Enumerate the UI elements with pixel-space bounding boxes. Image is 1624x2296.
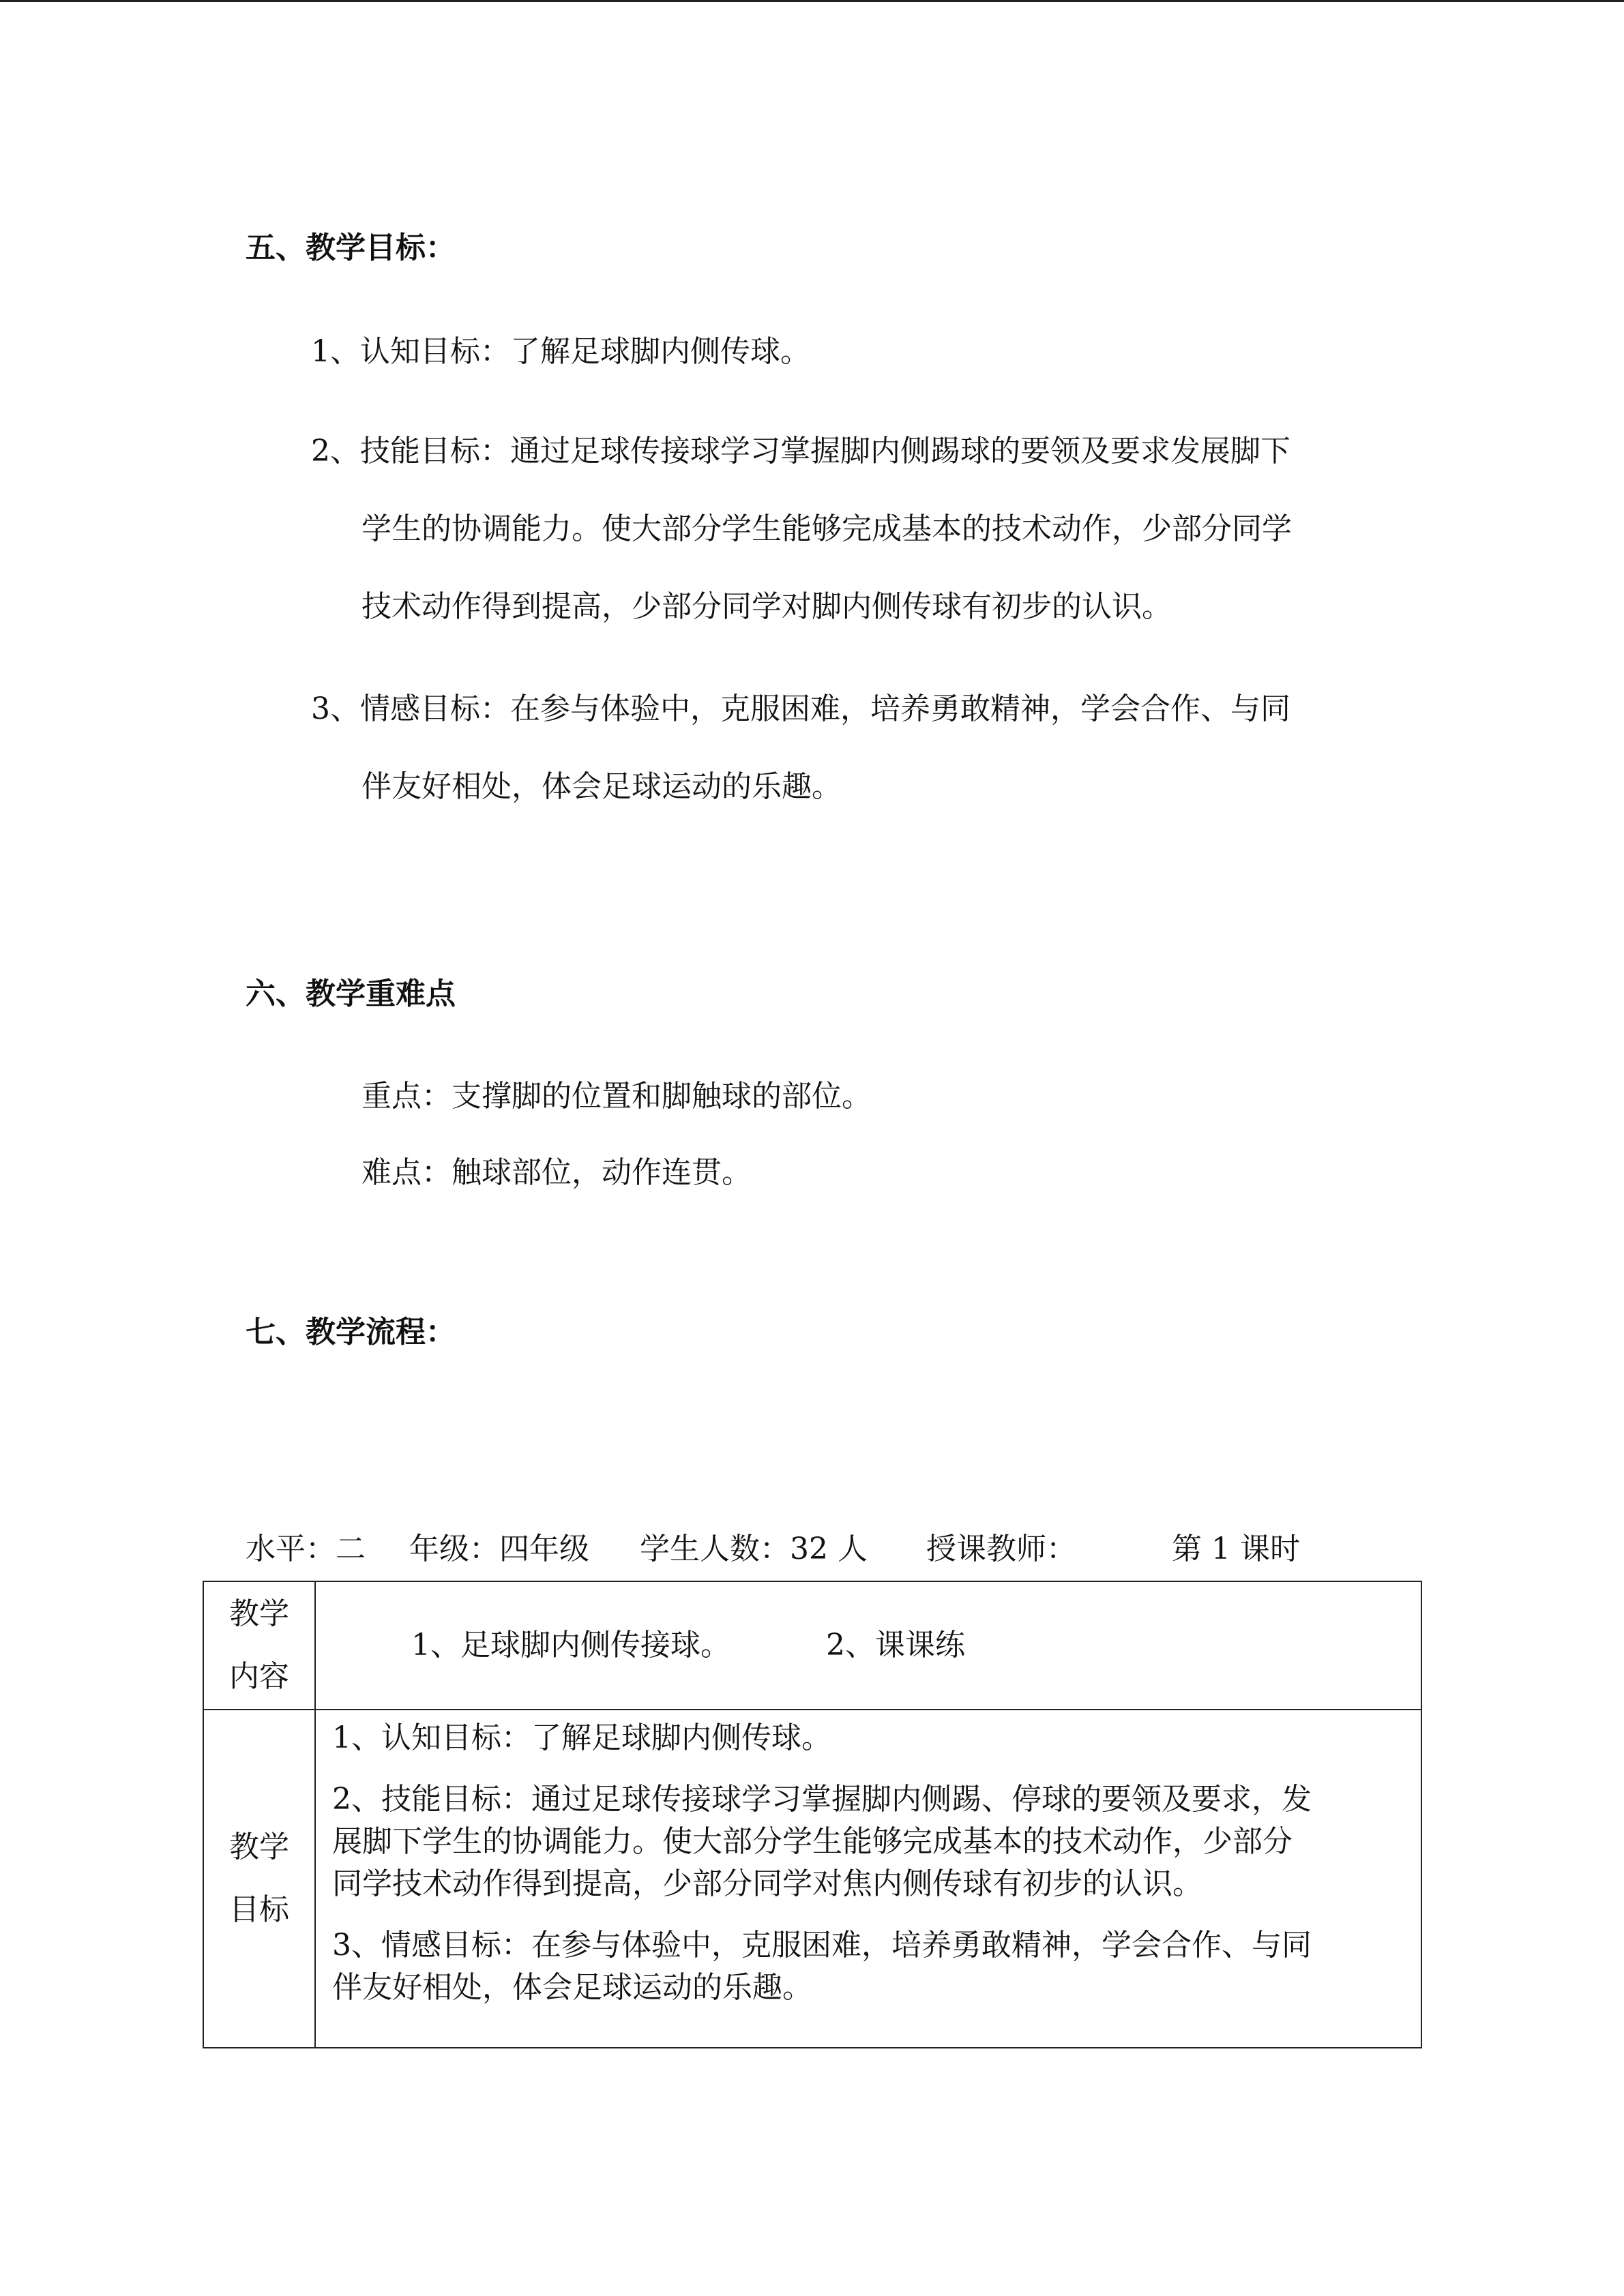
section5-goal3-line2: 伴友好相处，体会足球运动的乐趣。 xyxy=(361,769,842,804)
table-row-goals xyxy=(203,1710,1421,2048)
content-item1: 1、足球脚内侧传接球。 xyxy=(411,1628,730,1663)
content-value-cell xyxy=(315,1581,1421,1710)
goals-para3 xyxy=(332,1924,1407,2009)
content-label-cell xyxy=(203,1581,315,1710)
section7-heading: 七、教学流程： xyxy=(246,1315,456,1350)
goals-para2-line1: 2、技能目标：通过足球传接球学习掌握脚内侧踢、停球的要领及要求，发 xyxy=(332,1782,1312,1817)
section6-heading: 六、教学重难点 xyxy=(246,976,456,1011)
goals-para2-line2: 展脚下学生的协调能力。使大部分学生能够完成基本的技术动作，少部分 xyxy=(332,1824,1293,1859)
section5-goal2-line2: 学生的协调能力。使大部分学生能够完成基本的技术动作，少部分同学 xyxy=(361,511,1292,546)
lesson-level: 水平：二 xyxy=(246,1532,366,1566)
section6-difficulty: 难点：触球部位，动作连贯。 xyxy=(361,1155,752,1190)
goals-label-line1: 教学 xyxy=(229,1830,289,1864)
goals-para3-line2: 伴友好相处，体会足球运动的乐趣。 xyxy=(332,1970,812,2005)
section5-goal2-line3: 技术动作得到提高，少部分同学对脚内侧传球有初步的认识。 xyxy=(361,589,1172,624)
content-label-line2: 内容 xyxy=(229,1659,289,1694)
content-item2: 2、课课练 xyxy=(826,1628,965,1663)
lesson-grade: 年级：四年级 xyxy=(409,1532,589,1566)
lesson-students: 学生人数：32 人 xyxy=(640,1532,868,1566)
section5-goal2-line1: 2、技能目标：通过足球传接球学习掌握脚内侧踢球的要领及要求发展脚下 xyxy=(311,434,1290,468)
section5-heading: 五、教学目标： xyxy=(246,230,456,265)
goals-para2 xyxy=(332,1778,1407,1905)
section5-goal1: 1、认知目标：了解足球脚内侧传球。 xyxy=(311,334,810,369)
page-top-rule xyxy=(0,0,1624,2)
goals-label-line2: 目标 xyxy=(229,1892,289,1927)
lesson-period: 第 1 课时 xyxy=(1172,1532,1300,1566)
goals-para1 xyxy=(332,1717,1407,1759)
goals-label-cell xyxy=(203,1710,315,2048)
lesson-table xyxy=(203,1581,1422,2048)
goals-para1-text: 1、认知目标：了解足球脚内侧传球。 xyxy=(332,1720,831,1755)
table-row-content xyxy=(203,1581,1421,1710)
goals-para3-line1: 3、情感目标：在参与体验中，克服困难，培养勇敢精神，学会合作、与同 xyxy=(332,1928,1312,1963)
lesson-teacher: 授课教师： xyxy=(926,1532,1076,1566)
goals-para2-line3: 同学技术动作得到提高，少部分同学对焦内侧传球有初步的认识。 xyxy=(332,1866,1202,1901)
section5-goal3-line1: 3、情感目标：在参与体验中，克服困难，培养勇敢精神，学会合作、与同 xyxy=(311,691,1290,726)
goals-value-cell xyxy=(315,1710,1421,2048)
content-label-line1: 教学 xyxy=(229,1596,289,1631)
section6-key-point: 重点：支撑脚的位置和脚触球的部位。 xyxy=(361,1079,872,1114)
